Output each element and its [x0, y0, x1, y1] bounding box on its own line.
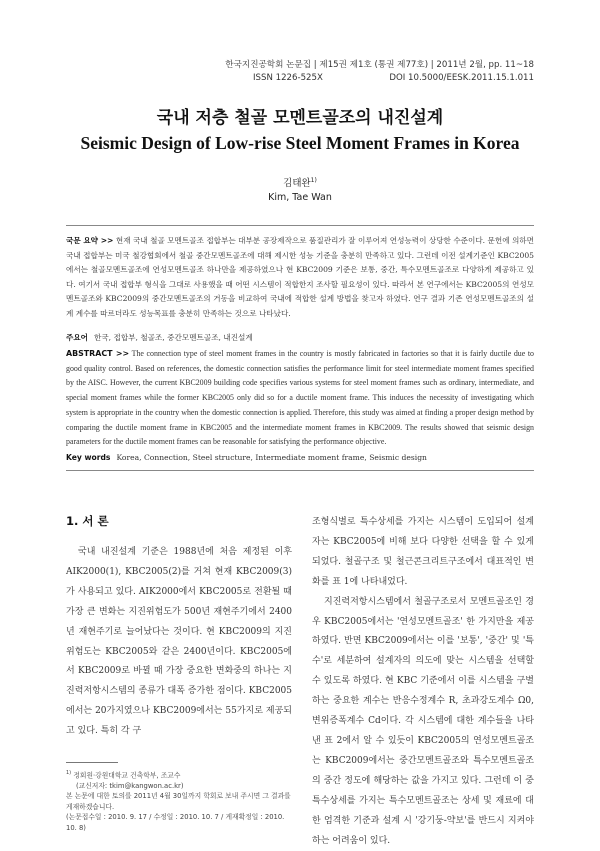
body-column-left — [66, 543, 292, 742]
author-marker: 1) — [310, 176, 317, 184]
section-heading: 1. 서 론 — [66, 514, 109, 528]
footnote-marker: 1) — [66, 770, 72, 776]
author-korean-name: 김태완 — [283, 178, 311, 189]
body-paragraph: 지진력저항시스템에서 철골구조로서 모멘트골조인 경우 KBC2005에서는 '연성모멘트골조' 한 가지만을 제공하였다. 반면 KBC2009에서는 이를 '보통', '중간' 및 '특수'로 세분하여 설계자의 의도에 맞는 시스템을 선택할 수 있도록 하였다. 현 KBC 기준에서 이를 시스템을 구별하는 중요한 계수는 반응수정계수 R, 초과강도계수 Ω0, 변위증폭계수 Cd이다. 각 시스템에 대한 계수들을 나타낸 표 2에서 알 수 있듯이 KBC2005의 연성모멘트골조는 KBC2009에서는 중간모멘트골조와 특수모멘트골조의 중간 정도에 해당하는 값을 가지고 있다. 그런데 이 중 특수상세를 가지는 특수모멘트골조는 상세 및 재료에 대한 엄격한 기준과 설계 시 '강기둥-약보'를 반드시 지켜야하는 어려움이 있다. — [312, 596, 534, 846]
rule-bottom — [66, 470, 534, 471]
footnote-discussion: 본 논문에 대한 토의를 2011년 4월 30일까지 학회로 보내 주시면 그 결과를 게재하겠습니다. — [66, 792, 291, 811]
keywords-korean — [66, 332, 534, 343]
journal-header: 한국지진공학회 논문집 | 제15권 제1호 (통권 제77호) | 2011년 2월, pp. 11~18 — [225, 60, 534, 70]
author-english: Kim, Tae Wan — [268, 192, 332, 203]
keywords-english-label: Key words — [66, 453, 111, 462]
abstract-english — [66, 347, 534, 450]
keywords-english-text: Korea, Connection, Steel structure, Intermediate moment frame, Seismic design — [116, 453, 427, 462]
footnote-rule — [66, 762, 118, 763]
body-paragraph: 조형식별로 특수상세를 가지는 시스템이 도입되어 설계자는 KBC2005에 비해 보다 다양한 선택을 할 수 있게 되었다. 철골구조 및 철근콘크리트구조에서 대표적인 변화를 표 1에 나타내었다. — [312, 517, 534, 587]
abstract-korean — [66, 234, 534, 322]
doi[interactable]: DOI 10.5000/EESK.2011.15.1.011 — [389, 73, 534, 83]
abstract-korean-label: 국문 요약 >> — [66, 236, 114, 245]
abstract-english-text: The connection type of steel moment frames in the country is mostly fabricated in factories so that it is fairly ductile due to good quality control. Based on references, the domestic connection satisfies the performance limit for steel intermediate moment frames specified by the AISC. However, the current KBC2009 building code specifies various systems for steel moment frames such as ordinary, intermediate, and special moment frames while the former KBC2005 only did so for a ductile moment frame. This induces the necessity of investigating which system is appropriate in the country when the domestic connection is applied. Therefore, this study was aimed at finding a proper design method by comparing the ductile moment frame in KBC2005 and the intermediate moment frames in KBC2009. The results showed that seismic design parameters for the ductile moment frames can be reasonable for satisfying the performance objective. — [66, 349, 534, 447]
footnote-corresponding: (교신저자: tkim@kangwon.ac.kr) — [76, 782, 184, 791]
footnote-dates: (논문접수일 : 2010. 9. 17 / 수정일 : 2010. 10. 7 / 게재확정일 : 2010. 10. 8) — [66, 813, 285, 832]
abstract-korean-text: 현재 국내 철골 모멘트골조 접합부는 대부분 공장제작으로 품질관리가 잘 이루어져 연성능력이 상당한 수준이다. 문헌에 의하면 국내 접합부는 미국 철강협회에서 철골 중간모멘트골조에 대해 제시한 성능 기준을 충분히 만족하고 있다. 그런데 이전 설계기준인 KBC2005에서는 철골모멘트골조에 연성모멘트골조 하나만을 제공하였으나 현 KBC2009 기준은 보통, 중간, 특수모멘트골조로 다양하게 제공하고 있다. 여기서 국내 접합부 형식을 그대로 사용했을 때 어떤 시스템이 적합한지 조사할 필요성이 있다. 따라서 본 연구에서는 KBC2005의 연성모멘트골조와 KBC2009의 중간모멘트골조의 거동을 비교하여 국내에 적합한 설계 방법을 찾고자 하였다. 연구 결과 기존 연성모멘트골조의 설계 계수를 따르더라도 성능목표를 충분히 만족하는 것으로 나타났다. — [66, 236, 534, 318]
rule-top — [66, 225, 534, 226]
body-column-right — [312, 513, 534, 851]
title-korean: 국내 저층 철골 모멘트골조의 내진설계 — [156, 108, 444, 128]
issn: ISSN 1226-525X — [253, 73, 323, 83]
keywords-korean-label: 주요어 — [66, 333, 89, 342]
abstract-english-label: ABSTRACT >> — [66, 349, 130, 358]
title-english: Seismic Design of Low-rise Steel Moment Frames in Korea — [80, 133, 520, 153]
keywords-english — [66, 453, 534, 462]
author-korean — [0, 175, 600, 189]
body-paragraph: 국내 내진설계 기준은 1988년에 처음 제정된 이후 AIK2000(1), KBC2005(2)를 거쳐 현재 KBC2009(3)가 사용되고 있다. AIK2000에서 KBC2005로 전환될 때 가장 큰 변화는 지진위험도가 500년 재현주기에서 2400년 재현주기로 늘어났다는 것이다. 현 KBC2009의 지진위험도는 KBC2005와 같은 2400년이다. KBC2005에서 KBC2009로 바뀔 때 가장 중요한 변화중의 하나는 지진력저항시스템의 종류가 대폭 증가한 점이다. KBC2005에서는 20가지였으나 KBC2009에서는 55가지로 제공되고 있다. 특히 각 구 — [66, 547, 292, 737]
footnote-affiliation-text: 정회원·강원대학교 건축학부, 조교수 — [73, 771, 181, 780]
footnote-affiliation — [66, 768, 292, 792]
keywords-korean-text: 한국, 접합부, 철골조, 중간모멘트골조, 내진설계 — [94, 333, 253, 342]
